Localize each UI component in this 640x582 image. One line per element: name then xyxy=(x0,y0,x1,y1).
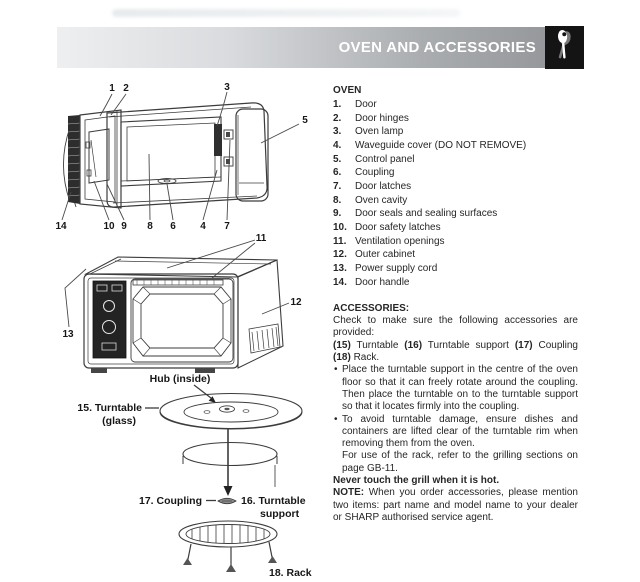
rack-label: 18. Rack xyxy=(269,567,312,579)
part-label: Door seals and sealing surfaces xyxy=(355,208,498,220)
part-row xyxy=(333,139,578,153)
door-window xyxy=(131,279,233,362)
header-bar xyxy=(57,27,545,68)
item-15-text: Turntable xyxy=(350,339,405,351)
callout-6: 6 xyxy=(170,221,176,232)
coupling-shape xyxy=(218,498,236,504)
bullet-turntable-placement: • Place the turntable support in the centre of the oven floor so that it can freely rotate around the coupling. Then place the turntable on to the turntable support so that it locates firmly into the coupling. xyxy=(333,364,578,413)
part-label: Door latches xyxy=(355,180,412,192)
parts-text-column xyxy=(333,84,578,524)
turntable-support-ring xyxy=(183,443,277,488)
callout-12: 12 xyxy=(290,297,302,308)
part-number: 9. xyxy=(333,208,342,220)
open-oven-diagram xyxy=(55,82,317,234)
part-row xyxy=(333,207,578,221)
support-sublabel: support xyxy=(260,508,300,520)
part-number: 3. xyxy=(333,126,342,138)
part-row xyxy=(333,112,578,126)
item-18-text: Rack. xyxy=(350,352,380,364)
part-number: 2. xyxy=(333,112,342,124)
callout-13: 13 xyxy=(62,329,74,340)
item-16-num: (16) xyxy=(404,339,423,351)
part-number: 14. xyxy=(333,276,347,288)
bullet-turntable-damage: • To avoid turntable damage, ensure dishes and containers are lifted clear of the turntable rim when removing them from the oven. xyxy=(333,414,578,451)
oven-parts-list xyxy=(333,98,578,289)
header-icon-box xyxy=(545,26,584,69)
scan-smudge xyxy=(112,9,460,17)
hub-label: Hub (inside) xyxy=(149,373,211,385)
part-row xyxy=(333,248,578,262)
part-number: 1. xyxy=(333,99,342,110)
accessories-intro: Check to make sure the following accessories are provided: xyxy=(333,315,578,339)
part-label: Ventilation openings xyxy=(355,235,445,247)
part-label: Oven cavity xyxy=(355,194,408,206)
turntable-sublabel: (glass) xyxy=(102,415,136,427)
part-number: 12. xyxy=(333,249,347,261)
coupling-label: 17. Coupling xyxy=(139,495,202,507)
part-number: 5. xyxy=(333,153,342,165)
callout-14: 14 xyxy=(55,221,67,232)
callout-7: 7 xyxy=(224,221,230,232)
oven-heading: OVEN xyxy=(333,85,362,96)
part-row xyxy=(333,221,578,235)
part-label: Power supply cord xyxy=(355,262,438,274)
part-label: Oven lamp xyxy=(355,126,404,138)
note-text: When you order accessories, please mention two items: part name and model name to your dealer or SHARP authorised service agent. xyxy=(333,487,578,523)
part-row xyxy=(333,235,578,249)
item-17-num: (17) xyxy=(514,339,533,351)
part-label: Door xyxy=(355,99,377,110)
spoon-icon xyxy=(545,26,584,69)
part-label: Control panel xyxy=(355,153,415,165)
callout-1: 1 xyxy=(109,83,115,94)
part-row xyxy=(333,262,578,276)
turntable-glass xyxy=(160,394,302,430)
part-number: 8. xyxy=(333,194,342,206)
part-number: 7. xyxy=(333,180,342,192)
part-row xyxy=(333,276,578,290)
part-label: Door hinges xyxy=(355,112,409,124)
order-note xyxy=(333,487,578,524)
part-label: Door safety latches xyxy=(355,221,441,233)
turntable-label: 15. Turntable xyxy=(77,402,142,414)
callout-11: 11 xyxy=(255,233,267,244)
closed-oven-diagram xyxy=(55,228,317,378)
part-number: 4. xyxy=(333,139,342,151)
part-number: 6. xyxy=(333,167,342,179)
part-row xyxy=(333,98,578,112)
part-row xyxy=(333,153,578,167)
part-row xyxy=(333,180,578,194)
part-row xyxy=(333,166,578,180)
note-label: NOTE: xyxy=(333,487,365,499)
part-label: Door handle xyxy=(355,276,410,288)
control-panel-outline xyxy=(236,109,268,201)
part-row xyxy=(333,125,578,139)
accessories-diagram xyxy=(55,370,317,582)
part-label: Outer cabinet xyxy=(355,249,416,261)
callout-4: 4 xyxy=(200,221,206,232)
part-label: Coupling xyxy=(355,167,395,179)
accessories-heading: ACCESSORIES: xyxy=(333,303,410,315)
part-number: 11. xyxy=(333,235,347,247)
callout-3: 3 xyxy=(224,82,230,93)
part-number: 10. xyxy=(333,221,347,233)
page-title: OVEN AND ACCESSORIES xyxy=(338,39,536,56)
waveguide-cover xyxy=(214,124,222,156)
callout-10: 10 xyxy=(103,221,115,232)
part-label: Waveguide cover (DO NOT REMOVE) xyxy=(355,139,527,151)
vent-grille xyxy=(249,324,280,353)
grill-warning: Never touch the grill when it is hot. xyxy=(333,475,500,487)
rack xyxy=(179,521,277,572)
callout-5: 5 xyxy=(302,115,308,126)
front-control-panel xyxy=(93,281,126,358)
part-number: 13. xyxy=(333,262,347,274)
support-label: 16. Turntable xyxy=(241,495,306,507)
center-shaft-arrow xyxy=(224,429,233,496)
item-18-num: (18) xyxy=(333,352,351,364)
rack-note: For use of the rack, refer to the grilling sections on page GB-11. xyxy=(342,450,578,474)
item-15-num: (15) xyxy=(333,339,351,351)
accessories-provided xyxy=(333,340,578,365)
oven-body-outline xyxy=(107,103,267,207)
item-16-text: Turntable support xyxy=(422,339,515,351)
part-row xyxy=(333,194,578,208)
item-17-text: Coupling xyxy=(532,339,578,351)
callout-9: 9 xyxy=(121,221,127,232)
callout-2: 2 xyxy=(123,83,129,94)
open-door-outline xyxy=(68,110,121,208)
callout-8: 8 xyxy=(147,221,153,232)
